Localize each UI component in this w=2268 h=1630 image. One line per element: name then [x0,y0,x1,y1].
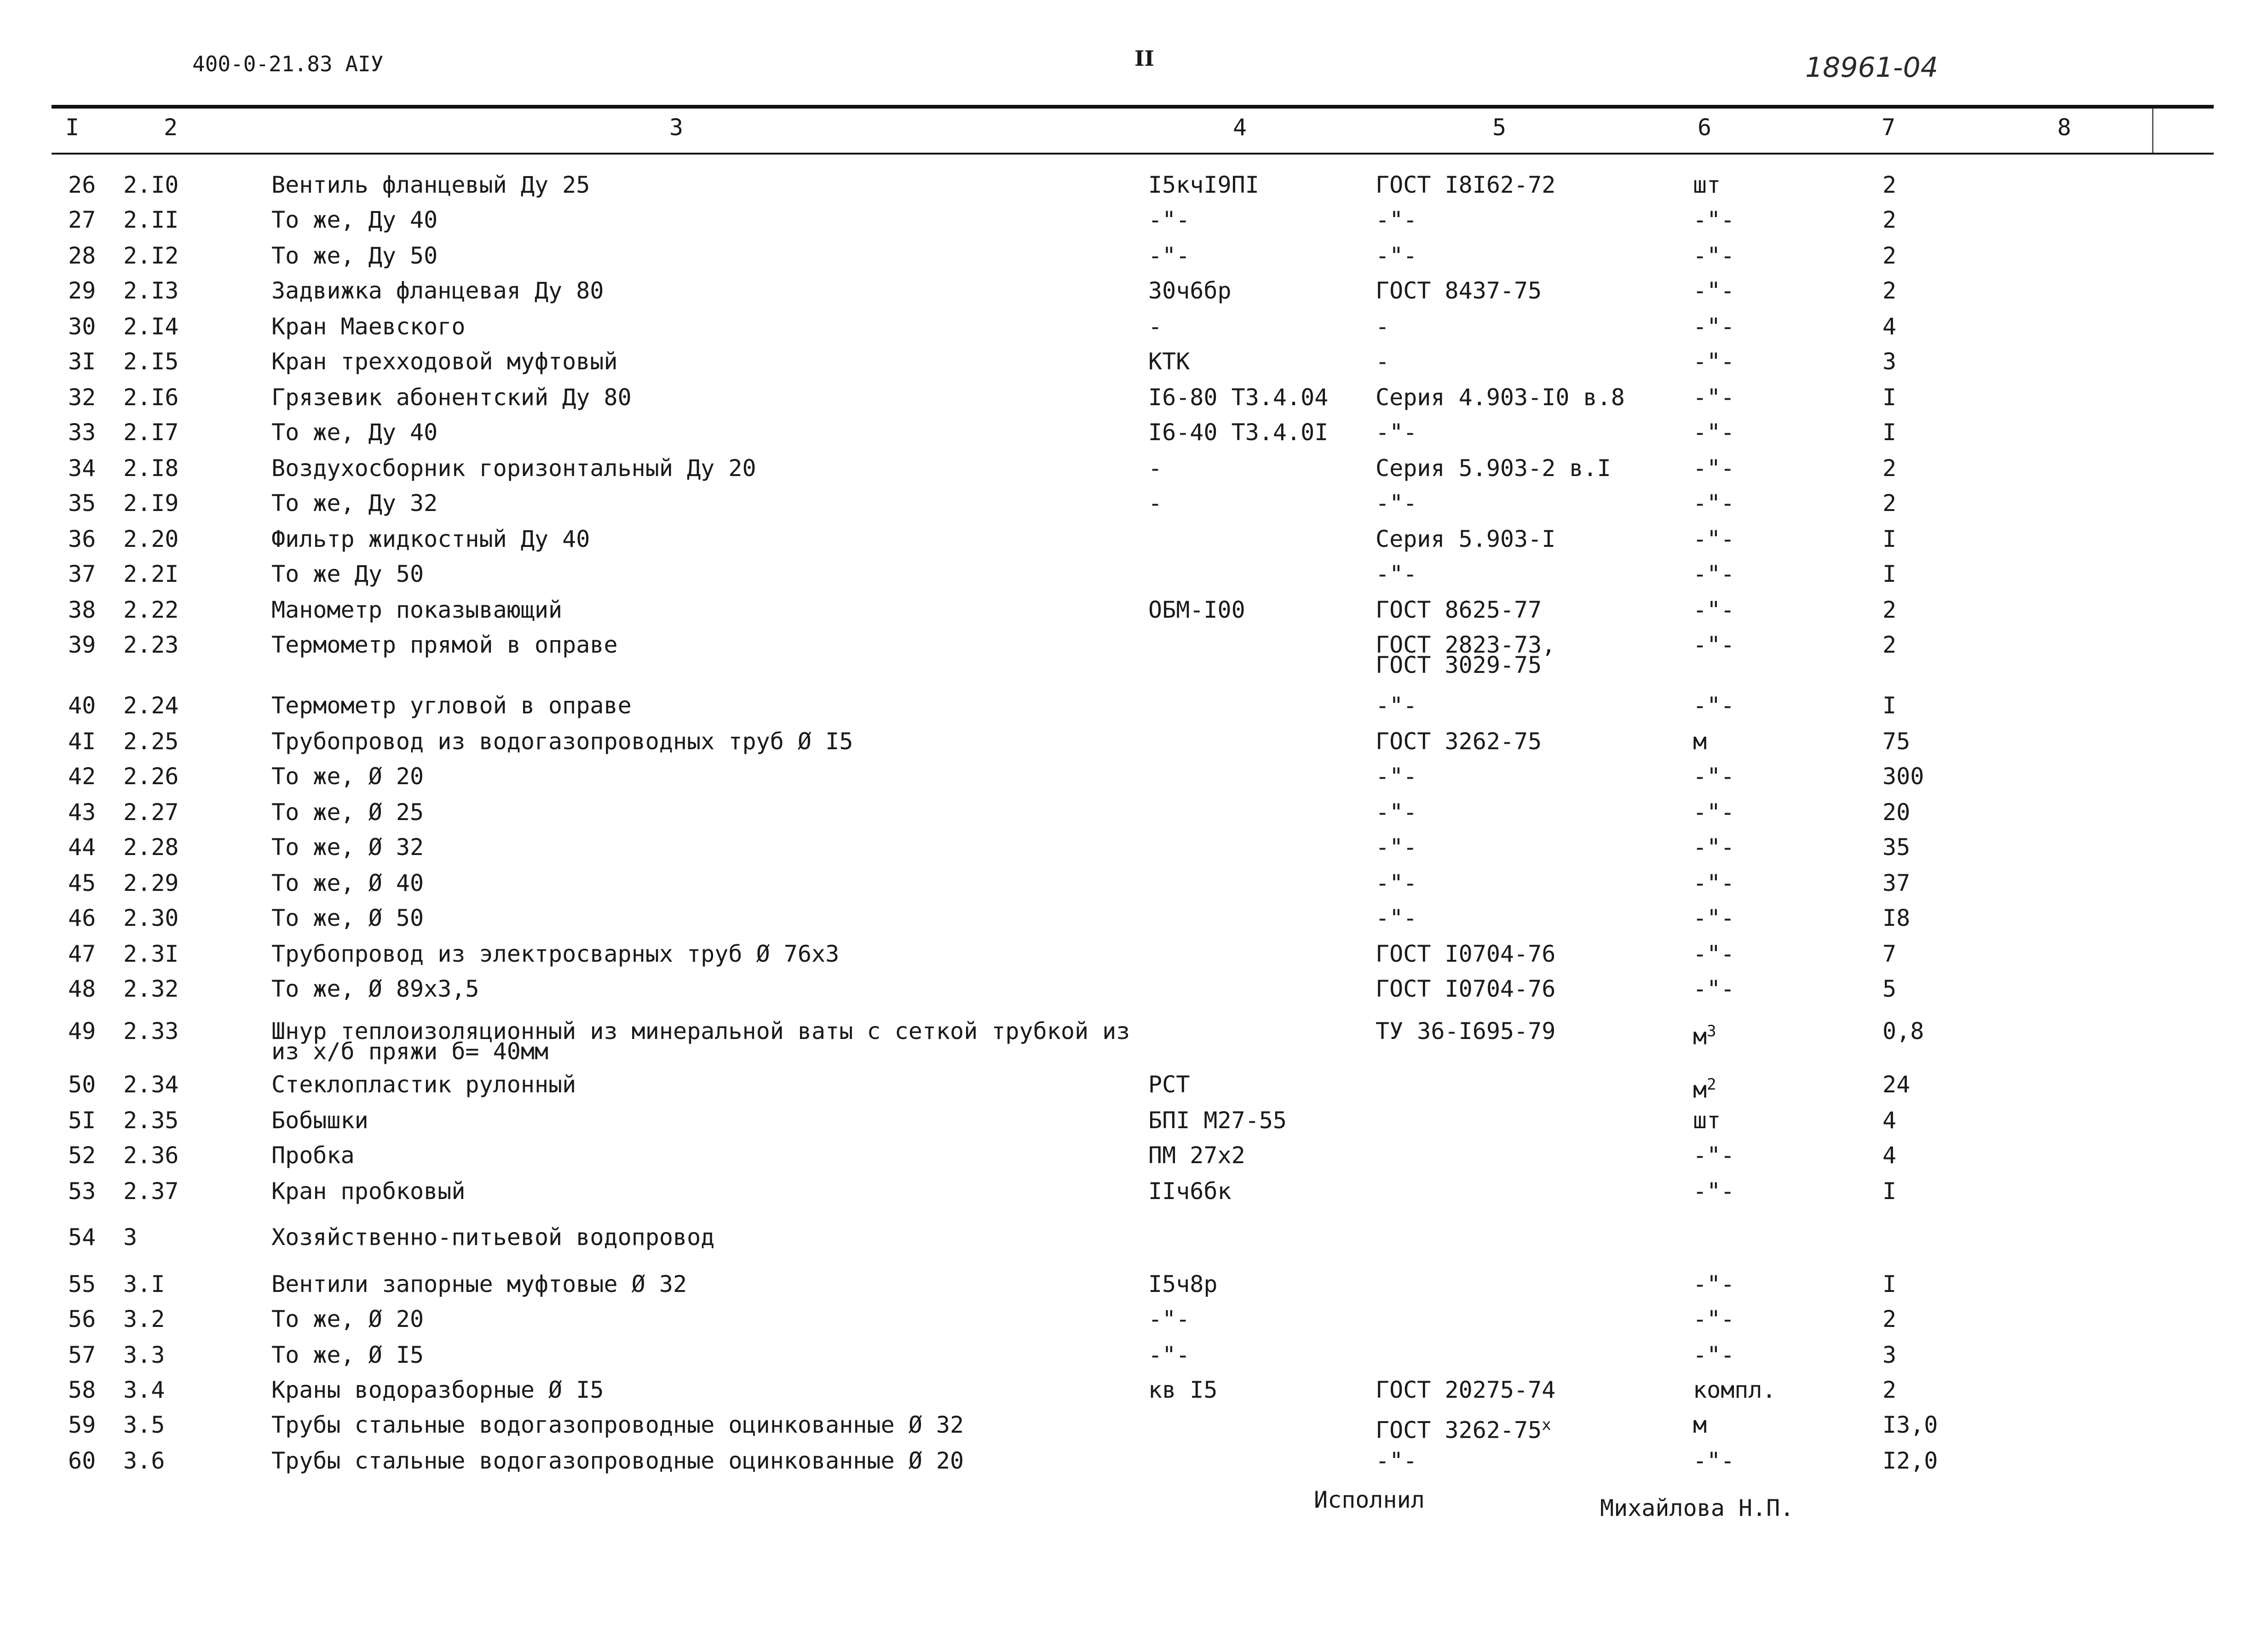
row-number: 3I [68,348,96,375]
quantity: 300 [1882,763,1924,790]
position-code: 3.5 [123,1412,165,1438]
item-name: Вентили запорные муфтовые Ø 32 [271,1271,687,1297]
quantity: 0,8 [1882,1018,1924,1045]
row-number: 5I [68,1107,96,1134]
quantity: 2 [1882,277,1897,304]
quantity: 2 [1882,207,1897,233]
row-number: 37 [68,561,96,587]
standard-document: -"- [1376,419,1417,446]
position-code: 2.26 [123,763,179,790]
item-name: Трубы стальные водогазопроводные оцинкованные Ø 20 [271,1447,964,1474]
position-code: 3.I [123,1271,165,1297]
item-mark: I5кчI9ПI [1148,172,1259,198]
standard-document: -"- [1376,799,1417,826]
position-code: 2.30 [123,905,179,931]
item-name: Кран Маевского [271,313,466,340]
unit: -"- [1693,799,1735,826]
quantity: 2 [1882,455,1897,482]
quantity: 2 [1882,1377,1897,1403]
standard-document: -"- [1376,490,1417,517]
item-name: Бобышки [271,1107,368,1134]
row-number: 54 [68,1224,96,1251]
item-name: То же, Ø 32 [271,834,424,861]
item-mark: I6-80 ТЗ.4.04 [1148,384,1329,411]
unit: -"- [1693,455,1735,482]
item-name: Фильтр жидкостный Ду 40 [271,526,590,552]
position-code: 2.27 [123,799,179,826]
unit: -"- [1693,526,1735,552]
standard-document: - [1376,348,1390,375]
item-name: То же, Ø 25 [271,799,424,826]
unit: -"- [1693,834,1735,861]
document-code: 400-0-21.83 АIУ [192,52,384,76]
unit: -"- [1693,692,1735,719]
item-name: Термометр прямой в оправе [271,631,618,658]
standard-document: -"- [1376,870,1417,896]
quantity: 4 [1882,1142,1897,1169]
unit: -"- [1693,1447,1735,1474]
row-number: 34 [68,455,96,482]
standard-document: ГОСТ $3262-75^х$ [1376,1416,1551,1444]
item-name: Трубопровод из электросварных труб Ø 76х3 [271,941,840,967]
unit: шт [1693,172,1721,198]
position-code: 2.28 [123,834,179,861]
position-code: 2.35 [123,1107,179,1134]
standard-document: Серия 5.903-2 в.I [1376,455,1611,482]
row-number: 36 [68,526,96,552]
position-code: 2.34 [123,1071,179,1098]
row-number: 32 [68,384,96,411]
unit: $м^2$ [1693,1075,1716,1103]
quantity: 5 [1882,976,1897,1002]
unit: -"- [1693,597,1735,623]
standard-document: -"- [1376,207,1417,233]
row-number: 47 [68,941,96,967]
item-mark: кв I5 [1148,1377,1218,1403]
row-number: 35 [68,490,96,517]
position-code: 2.I3 [123,277,179,304]
unit: компл. [1693,1377,1776,1403]
archive-number: 18961-04 [1805,52,1938,84]
standard-document: -"- [1376,1447,1417,1474]
unit: -"- [1693,1142,1735,1169]
item-name: То же, Ø 40 [271,870,424,896]
standard-document: -"- [1376,242,1417,269]
item-name: То же, Ду 50 [271,242,438,269]
position-code: 3.2 [123,1306,165,1332]
item-mark: -"- [1148,1342,1190,1368]
item-name: Вентиль фланцевый Ду 25 [271,172,590,198]
item-mark: -"- [1148,207,1190,233]
standard-document: Серия 5.903-I [1376,526,1556,552]
item-name: Грязевик абонентский Ду 80 [271,384,632,411]
item-name: Пробка [271,1142,355,1169]
quantity: I [1882,419,1897,446]
unit: м [1693,728,1707,755]
item-name: Стеклопластик рулонный [271,1071,576,1098]
item-name: Термометр угловой в оправе [271,692,632,719]
item-mark: - [1148,313,1163,340]
position-code: 2.II [123,207,179,233]
quantity: I2,0 [1882,1447,1938,1474]
unit: $м^3$ [1693,1022,1716,1050]
item-name: Воздухосборник горизонтальный Ду 20 [271,455,756,482]
standard-document: ГОСТ 20275-74 [1376,1377,1556,1403]
column-number-7: 7 [1882,114,1896,141]
column-number-8: 8 [2057,114,2072,141]
unit: -"- [1693,561,1735,587]
item-name: Краны водоразборные Ø I5 [271,1377,604,1403]
item-name: То же, Ø 20 [271,763,424,790]
row-number: 55 [68,1271,96,1297]
quantity: 2 [1882,172,1897,198]
quantity: 2 [1882,631,1897,658]
standard-document-2: ГОСТ 3029-75 [1376,652,1542,678]
standard-document: - [1376,313,1390,340]
position-code: 2.36 [123,1142,179,1169]
item-mark: -"- [1148,242,1190,269]
table-top-rule [52,105,2214,109]
item-name: Задвижка фланцевая Ду 80 [271,277,604,304]
position-code: 2.I5 [123,348,179,375]
item-mark: - [1148,455,1163,482]
row-number: 53 [68,1178,96,1205]
row-number: 43 [68,799,96,826]
row-number: 45 [68,870,96,896]
unit: -"- [1693,905,1735,931]
position-code: 2.32 [123,976,179,1002]
column-number-3: 3 [669,114,684,141]
row-number: 26 [68,172,96,198]
quantity: I [1882,1271,1897,1297]
standard-document: -"- [1376,905,1417,931]
row-number: 58 [68,1377,96,1403]
quantity: 20 [1882,799,1911,826]
unit: -"- [1693,870,1735,896]
item-name: То же, Ø I5 [271,1342,424,1368]
unit: -"- [1693,490,1735,517]
position-code: 2.I7 [123,419,179,446]
unit: -"- [1693,1306,1735,1332]
position-code: 3 [123,1224,138,1251]
item-mark: РСТ [1148,1071,1190,1098]
standard-document: Серия 4.903-I0 в.8 [1376,384,1625,411]
item-name: То же, Ø 50 [271,905,424,931]
standard-document: -"- [1376,834,1417,861]
unit: -"- [1693,1342,1735,1368]
unit: -"- [1693,313,1735,340]
item-name: То же Ду 50 [271,561,424,587]
row-number: 56 [68,1306,96,1332]
position-code: 3.6 [123,1447,165,1474]
column-number-2: 2 [164,114,178,141]
quantity: 4 [1882,313,1897,340]
quantity: 2 [1882,597,1897,623]
row-number: 28 [68,242,96,269]
quantity: I [1882,384,1897,411]
row-number: 52 [68,1142,96,1169]
superscript: х [1542,1416,1551,1434]
table-header-rule [52,153,2214,155]
row-number: 40 [68,692,96,719]
quantity: 2 [1882,242,1897,269]
item-mark: ОБМ-I00 [1148,597,1245,623]
item-name: Трубопровод из водогазопроводных труб Ø I5 [271,728,853,755]
unit: -"- [1693,348,1735,375]
row-number: 59 [68,1412,96,1438]
unit: -"- [1693,631,1735,658]
row-number: 46 [68,905,96,931]
position-code: 2.25 [123,728,179,755]
unit: -"- [1693,941,1735,967]
position-code: 2.I2 [123,242,179,269]
position-code: 3.4 [123,1377,165,1403]
position-code: 2.3I [123,941,179,967]
unit: -"- [1693,763,1735,790]
standard-document: ТУ 36-I695-79 [1376,1018,1556,1045]
row-number: 30 [68,313,96,340]
superscript: 3 [1707,1022,1716,1040]
column-number-5: 5 [1492,114,1507,141]
quantity: 3 [1882,1342,1897,1368]
quantity: 2 [1882,1306,1897,1332]
quantity: I [1882,1178,1897,1205]
standard-document: -"- [1376,763,1417,790]
quantity: 24 [1882,1071,1911,1098]
row-number: 48 [68,976,96,1002]
position-code: 2.I9 [123,490,179,517]
standard-document: ГОСТ I0704-76 [1376,941,1556,967]
quantity: I8 [1882,905,1911,931]
item-name: Трубы стальные водогазопроводные оцинкованные Ø 32 [271,1412,964,1438]
item-mark: -"- [1148,1306,1190,1332]
item-name: То же, Ду 40 [271,419,438,446]
row-number: 42 [68,763,96,790]
row-number: 33 [68,419,96,446]
item-name: Шнур теплоизоляционный из минеральной ваты с сеткой трубкой из [271,1018,1130,1045]
column-number-6: 6 [1698,114,1712,141]
signature-label: Исполнил [1314,1487,1425,1513]
unit: -"- [1693,419,1735,446]
position-code: 2.I0 [123,172,179,198]
quantity: I [1882,561,1897,587]
item-name: То же, Ø 89х3,5 [271,976,479,1002]
row-number: 39 [68,631,96,658]
unit: -"- [1693,1271,1735,1297]
position-code: 2.33 [123,1018,179,1045]
quantity: 37 [1882,870,1911,896]
standard-document: ГОСТ 8437-75 [1376,277,1542,304]
item-mark: ПМ 27х2 [1148,1142,1245,1169]
position-code: 3.3 [123,1342,165,1368]
item-name: Хозяйственно-питьевой водопровод [271,1224,715,1251]
unit: м [1693,1412,1707,1438]
row-number: 57 [68,1342,96,1368]
quantity: 4 [1882,1107,1897,1134]
row-number: 29 [68,277,96,304]
position-code: 2.I8 [123,455,179,482]
row-number: 50 [68,1071,96,1098]
row-number: 44 [68,834,96,861]
item-name-continued: из х/б пряжи б= 40мм [271,1038,549,1065]
item-name: То же, Ду 40 [271,207,438,233]
quantity: 7 [1882,941,1897,967]
position-code: 2.I6 [123,384,179,411]
column-number-4: 4 [1233,114,1247,141]
item-name: Манометр показывающий [271,597,563,623]
quantity: 75 [1882,728,1911,755]
item-name: Кран пробковый [271,1178,466,1205]
column-separator [2152,109,2153,153]
standard-document: ГОСТ I0704-76 [1376,976,1556,1002]
superscript: 2 [1707,1075,1716,1094]
position-code: 2.22 [123,597,179,623]
unit: -"- [1693,207,1735,233]
quantity: 2 [1882,490,1897,517]
position-code: 2.20 [123,526,179,552]
standard-document: ГОСТ I8I62-72 [1376,172,1556,198]
standard-document: -"- [1376,561,1417,587]
unit: -"- [1693,277,1735,304]
item-name: Кран трехходовой муфтовый [271,348,618,375]
item-name: То же, Ø 20 [271,1306,424,1332]
unit: -"- [1693,384,1735,411]
quantity: I3,0 [1882,1412,1938,1438]
unit: шт [1693,1107,1721,1134]
quantity: I [1882,526,1897,552]
quantity: I [1882,692,1897,719]
row-number: 38 [68,597,96,623]
position-code: 2.24 [123,692,179,719]
quantity: 35 [1882,834,1911,861]
unit: -"- [1693,1178,1735,1205]
item-mark: КТК [1148,348,1190,375]
standard-document: ГОСТ 8625-77 [1376,597,1542,623]
item-mark: БПI М27-55 [1148,1107,1287,1134]
position-code: 2.23 [123,631,179,658]
row-number: 60 [68,1447,96,1474]
item-mark: 30ч6бр [1148,277,1232,304]
position-code: 2.2I [123,561,179,587]
item-mark: IIч6бк [1148,1178,1232,1205]
position-code: 2.29 [123,870,179,896]
quantity: 3 [1882,348,1897,375]
item-name: То же, Ду 32 [271,490,438,517]
column-number-1: I [65,114,80,141]
standard-document: ГОСТ 2823-73, [1376,631,1556,658]
row-number: 4I [68,728,96,755]
position-code: 2.37 [123,1178,179,1205]
item-mark: - [1148,490,1163,517]
standard-document: -"- [1376,692,1417,719]
unit: -"- [1693,242,1735,269]
item-mark: I5ч8р [1148,1271,1218,1297]
sheet-number: II [1134,46,1155,71]
signature-name: Михайлова Н.П. [1600,1495,1794,1521]
position-code: 2.I4 [123,313,179,340]
row-number: 49 [68,1018,96,1045]
row-number: 27 [68,207,96,233]
unit: -"- [1693,976,1735,1002]
standard-document: ГОСТ 3262-75 [1376,728,1542,755]
item-mark: I6-40 ТЗ.4.0I [1148,419,1329,446]
